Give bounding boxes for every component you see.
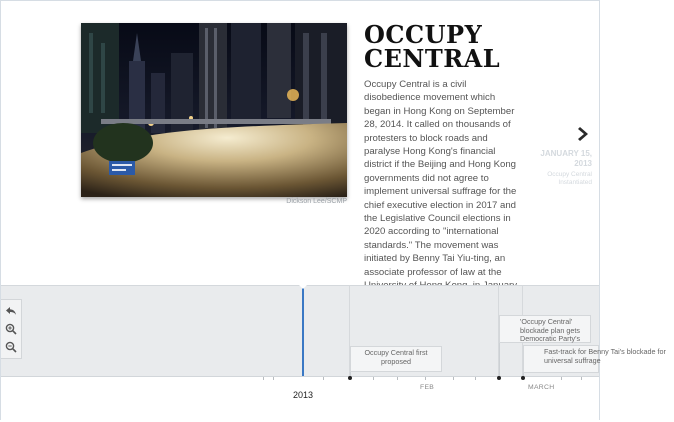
next-slide-title[interactable]: Occupy Central Instantiated <box>547 171 592 186</box>
axis-tick <box>397 377 398 380</box>
event-dot <box>521 376 525 380</box>
axis-tick <box>273 377 274 380</box>
event-photo <box>81 23 347 197</box>
axis-tick <box>453 377 454 380</box>
timeline-event-card[interactable]: 'Occupy Central' blockade plan gets Democratic Party's <box>499 315 591 343</box>
axis-tick <box>475 377 476 380</box>
axis-tick <box>581 377 582 380</box>
axis-year-label: 2013 <box>293 390 314 400</box>
slide-panel <box>1 1 599 285</box>
current-time-marker <box>302 287 304 376</box>
timeline-event-card[interactable]: Occupy Central first proposed <box>350 346 442 372</box>
event-label: Fast-track for Benny Tai's blockade for universal suffrage <box>544 347 666 365</box>
chevron-right-icon[interactable] <box>574 124 594 144</box>
axis-tick <box>425 377 426 380</box>
axis-tick <box>561 377 562 380</box>
zoom-out-icon[interactable] <box>3 339 19 355</box>
photo-credit: Dickson Lee/SCMP <box>286 198 347 205</box>
slide-body-text: Occupy Central is a civil disobedience movement which began in Hong Kong on September 28, 2014. It called on thousands of protesters to block roads and paralyse Hong Kong's financial district if the Beijing and Hong Kong governments did not agree to implement universal suffrage for the chief executive election in 2017 and the Legislative Council elections in 2020 according to "international standards." The movement was initiated by Benny Tai Yiu-ting, an associate professor of law at the <box>364 79 517 278</box>
axis-tick <box>323 377 324 380</box>
slide-headline: OCCUPY CENTRAL <box>364 20 501 73</box>
event-dot <box>348 376 352 380</box>
next-slide-date[interactable]: JANUARY 15, 2013 <box>540 149 592 168</box>
axis-tick <box>263 377 264 380</box>
timeline-tools <box>1 299 22 359</box>
axis-tick <box>373 377 374 380</box>
back-to-start-icon[interactable] <box>3 303 19 319</box>
timeline-event-card[interactable] <box>523 345 666 373</box>
current-time-marker-flag <box>297 283 309 289</box>
axis-month-label: MARCH <box>528 384 555 391</box>
event-dot <box>497 376 501 380</box>
zoom-in-icon[interactable] <box>3 321 19 337</box>
axis-month-label: FEB <box>420 384 435 391</box>
event-stem <box>499 341 500 377</box>
